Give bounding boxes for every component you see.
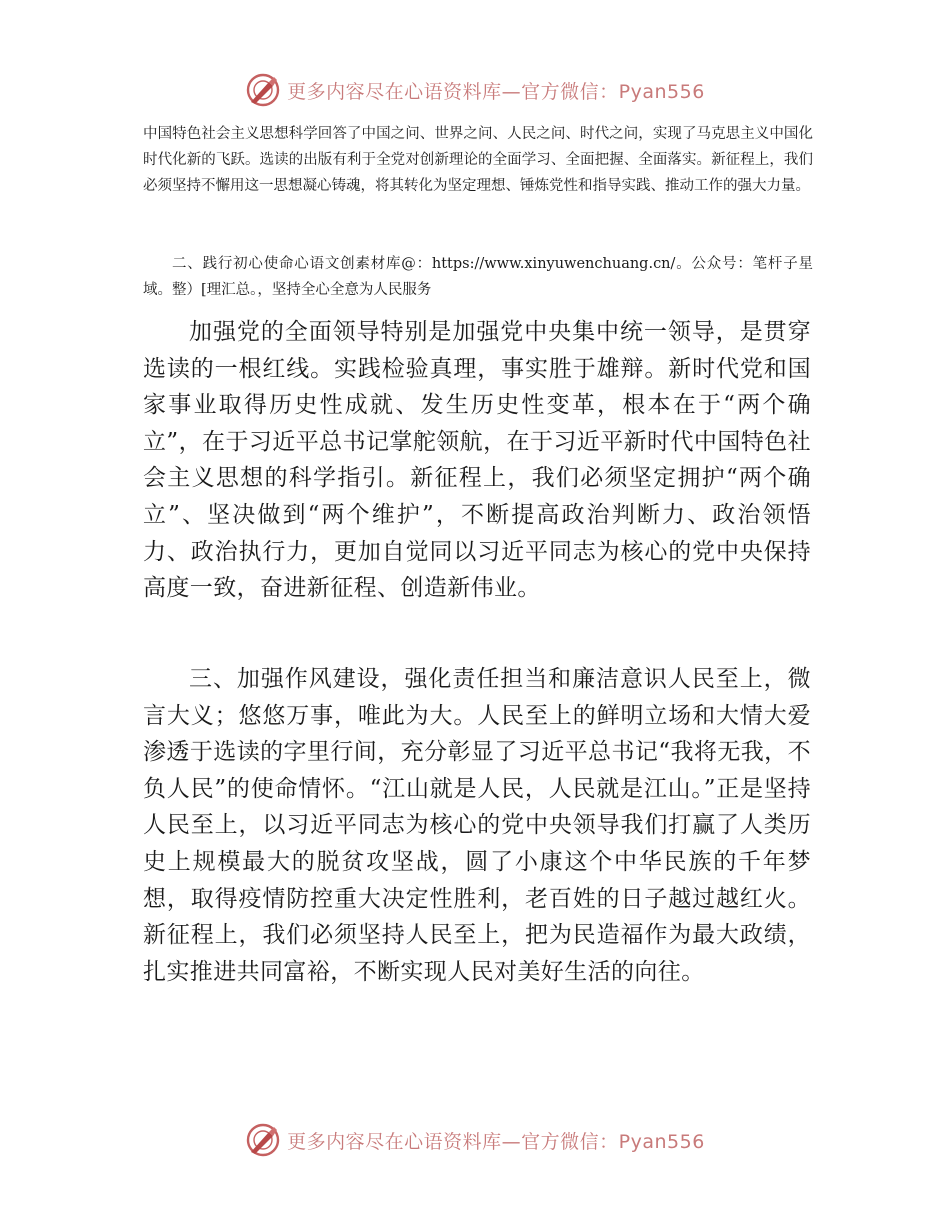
header-watermark-banner [0,68,950,112]
pen-logo-icon [245,72,281,108]
paragraph-section-two-heading: 二、践行初心使命心语文创素材库@：https://www.xinyuwenchuang.cn/。公众号：笔杆子星域。整）[理汇总。，坚持全心全意为人民服务 [143,256,813,298]
paragraph-intro: 中国特色社会主义思想科学回答了中国之问、世界之问、人民之问、时代之问，实现了马克思主义中国化时代化新的飞跃。选读的出版有利于全党对创新理论的全面学习、全面把握、全面落实。新征程上，我们必须坚持不懈用这一思想凝心铸魂，将其转化为坚定理想、锤炼党性和指导实践、推动工作的强大力量。 [143,126,813,194]
footer-watermark-banner [0,1118,950,1162]
paragraph-section-three: 三、加强作风建设，强化责任担当和廉洁意识人民至上，微言大义；悠悠万事，唯此为大。人民至上的鲜明立场和大情大爱渗透于选读的字里行间，充分彰显了习近平总书记“我将无我，不负人民”的使命情怀。“江山就是人民，人民就是江山。”正是坚持人民至上，以习近平同志为核心的党中央领导我们打赢了人类历史上规模最大的脱贫攻坚战，圆了小康这个中华民族的千年梦想，取得疫情防控重大决定性胜利，老百姓的日子越过越红火。新征程上，我们必须坚持人民至上，把为民造福作为最大政绩，扎实推进共同富裕，不断实现人民对美好生活的向往。 [143,666,811,985]
banner-text: 更多内容尽在心语资料库—官方微信：Pyan556 [287,80,705,103]
banner-text: 更多内容尽在心语资料库—官方微信：Pyan556 [287,1130,705,1153]
paragraph-party-leadership: 加强党的全面领导特别是加强党中央集中统一领导，是贯穿选读的一根红线。实践检验真理，事实胜于雄辩。新时代党和国家事业取得历史性成就、发生历史性变革，根本在于“两个确立”，在于习近平总书记掌舵领航，在于习近平新时代中国特色社会主义思想的科学指引。新征程上，我们必须坚定拥护“两个确立”、坚决做到“两个维护”，不断提高政治判断力、政治领悟力、政治执行力，更加自觉同以习近平同志为核心的党中央保持高度一致，奋进新征程、创造新伟业。 [143,319,811,602]
pen-logo-icon [245,1122,281,1158]
